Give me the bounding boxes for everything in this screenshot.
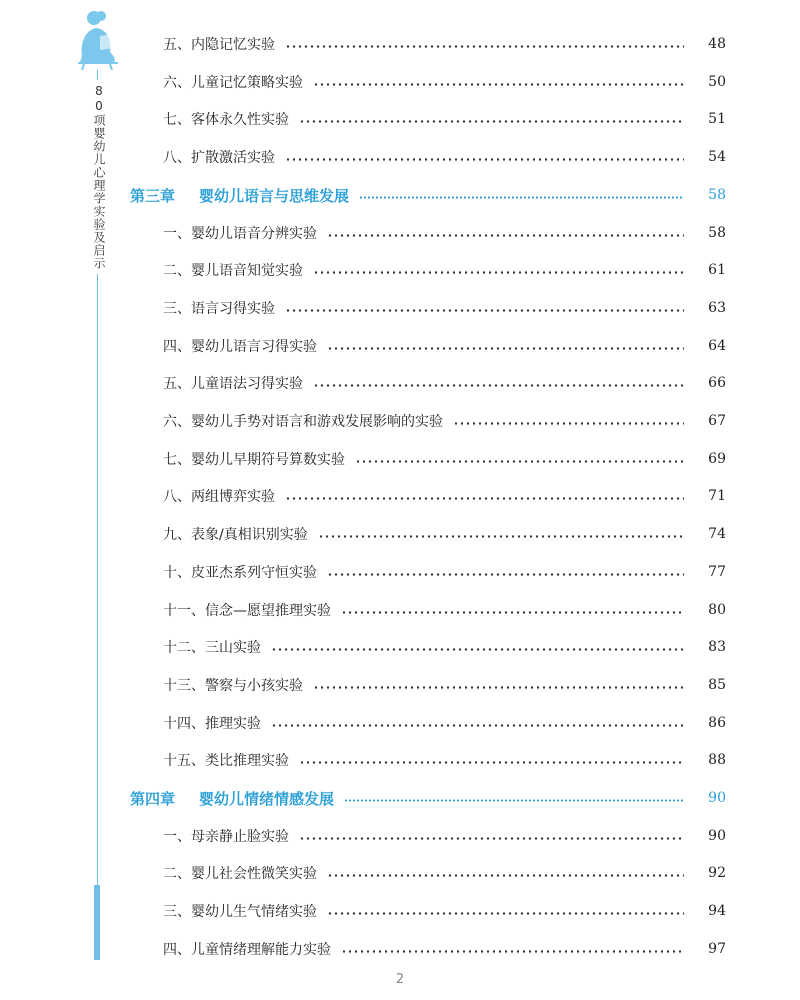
entry-title: 十一、信念—愿望推理实验 — [163, 603, 331, 619]
book-title-vertical: 80项婴幼儿心理学实验及启示 — [86, 80, 108, 274]
entry-page-number: 69 — [708, 451, 726, 467]
entry-page-number: 67 — [708, 413, 726, 429]
entry-title: 十四、推理实验 — [163, 716, 261, 732]
toc-row[interactable] — [163, 258, 726, 282]
entry-page-number: 61 — [708, 262, 726, 278]
entry-page-number: 58 — [708, 225, 726, 241]
entry-page-number: 88 — [708, 752, 726, 768]
entry-title: 十五、类比推理实验 — [163, 753, 289, 769]
toc-row[interactable] — [163, 937, 726, 961]
dot-leader — [344, 798, 684, 803]
toc-row[interactable] — [163, 560, 726, 584]
toc-row[interactable] — [163, 484, 726, 508]
entry-title: 一、婴幼儿语音分辨实验 — [163, 226, 317, 242]
entry-page-number: 50 — [708, 74, 726, 90]
dot-leader — [355, 459, 684, 464]
entry-page-number: 51 — [708, 111, 726, 127]
toc-row[interactable] — [163, 711, 726, 735]
reading-child-logo-icon — [70, 8, 126, 70]
entry-title: 一、母亲静止脸实验 — [163, 829, 289, 845]
entry-page-number: 74 — [708, 526, 726, 542]
toc-row[interactable] — [163, 221, 726, 245]
toc-row[interactable] — [163, 70, 726, 94]
toc-row[interactable] — [163, 861, 726, 885]
dot-leader — [327, 572, 684, 577]
dot-leader — [285, 157, 684, 162]
dot-leader — [327, 346, 684, 351]
entry-title: 十、皮亚杰系列守恒实验 — [163, 565, 317, 581]
dot-leader — [313, 82, 684, 87]
entry-page-number: 58 — [708, 187, 726, 203]
entry-title: 七、婴幼儿早期符号算数实验 — [163, 452, 345, 468]
entry-title: 六、婴幼儿手势对语言和游戏发展影响的实验 — [163, 414, 443, 430]
chapter-title — [130, 185, 359, 206]
entry-title: 九、表象/真相识别实验 — [163, 527, 308, 543]
dot-leader — [271, 647, 684, 652]
entry-page-number: 64 — [708, 338, 726, 354]
entry-page-number: 86 — [708, 715, 726, 731]
entry-page-number: 85 — [708, 677, 726, 693]
entry-page-number: 94 — [708, 903, 726, 919]
entry-page-number: 77 — [708, 564, 726, 580]
toc-chapter-row[interactable] — [130, 786, 726, 810]
entry-title: 三、婴幼儿生气情绪实验 — [163, 904, 317, 920]
toc-row[interactable] — [163, 673, 726, 697]
toc-chapter-row[interactable] — [130, 183, 726, 207]
entry-title: 四、婴幼儿语言习得实验 — [163, 339, 317, 355]
dot-leader — [327, 233, 684, 238]
toc-row[interactable] — [163, 107, 726, 131]
entry-title: 六、儿童记忆策略实验 — [163, 75, 303, 91]
toc-row[interactable] — [163, 447, 726, 471]
toc-row[interactable] — [163, 334, 726, 358]
dot-leader — [313, 685, 684, 690]
toc-row[interactable] — [163, 371, 726, 395]
entry-page-number: 92 — [708, 865, 726, 881]
entry-title: 八、两组博弈实验 — [163, 489, 275, 505]
entry-page-number: 90 — [708, 790, 726, 806]
entry-title: 十三、警察与小孩实验 — [163, 678, 303, 694]
dot-leader — [299, 119, 684, 124]
spine-accent-bar — [94, 885, 100, 960]
dot-leader — [453, 421, 684, 426]
toc-row[interactable] — [163, 522, 726, 546]
entry-title: 七、客体永久性实验 — [163, 112, 289, 128]
toc-row[interactable] — [163, 145, 726, 169]
toc-row[interactable] — [163, 635, 726, 659]
chapter-number: 第四章 — [130, 789, 176, 808]
toc-row[interactable] — [163, 32, 726, 56]
toc-row[interactable] — [163, 899, 726, 923]
toc-row[interactable] — [163, 598, 726, 622]
dot-leader — [299, 836, 684, 841]
page-number: 2 — [395, 972, 405, 987]
dot-leader — [285, 44, 684, 49]
entry-page-number: 63 — [708, 300, 726, 316]
dot-leader — [341, 610, 684, 615]
entry-page-number: 48 — [708, 36, 726, 52]
toc-row[interactable] — [163, 748, 726, 772]
chapter-number: 第三章 — [130, 186, 176, 205]
dot-leader — [341, 949, 684, 954]
entry-page-number: 54 — [708, 149, 726, 165]
dot-leader — [313, 270, 684, 275]
entry-page-number: 71 — [708, 488, 726, 504]
dot-leader — [318, 534, 684, 539]
chapter-name: 婴幼儿情绪情感发展 — [199, 789, 335, 808]
dot-leader — [285, 308, 684, 313]
dot-leader — [313, 383, 684, 388]
entry-title: 十二、三山实验 — [163, 640, 261, 656]
entry-page-number: 97 — [708, 941, 726, 957]
toc-row[interactable] — [163, 409, 726, 433]
dot-leader — [359, 195, 684, 200]
entry-page-number: 83 — [708, 639, 726, 655]
entry-title: 二、婴儿社会性微笑实验 — [163, 866, 317, 882]
entry-page-number: 90 — [708, 828, 726, 844]
entry-title: 四、儿童情绪理解能力实验 — [163, 942, 331, 958]
dot-leader — [285, 496, 684, 501]
dot-leader — [327, 911, 684, 916]
entry-title: 八、扩散激活实验 — [163, 150, 275, 166]
dot-leader — [327, 873, 684, 878]
toc-row[interactable] — [163, 296, 726, 320]
entry-title: 五、内隐记忆实验 — [163, 37, 275, 53]
entry-page-number: 66 — [708, 375, 726, 391]
entry-title: 五、儿童语法习得实验 — [163, 376, 303, 392]
entry-page-number: 80 — [708, 602, 726, 618]
entry-title: 二、婴儿语音知觉实验 — [163, 263, 303, 279]
toc-row[interactable] — [163, 824, 726, 848]
entry-title: 三、语言习得实验 — [163, 301, 275, 317]
dot-leader — [271, 723, 684, 728]
chapter-name: 婴幼儿语言与思维发展 — [199, 186, 350, 205]
chapter-title — [130, 788, 344, 809]
dot-leader — [299, 760, 684, 765]
